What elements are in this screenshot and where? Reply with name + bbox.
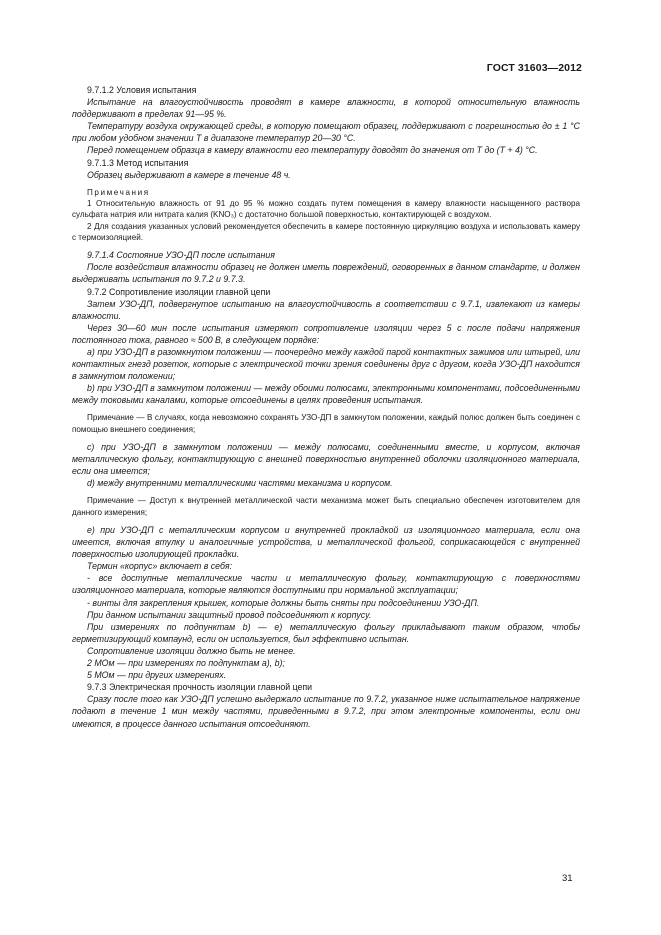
paragraph: Сопротивление изоляции должно быть не менее. <box>87 645 296 656</box>
paragraph: 2 Для создания указанных условий рекомендуется обеспечить в камере постоянную циркуляцию воздуха и использовать камеру с термоизоляцией. <box>72 221 580 242</box>
paragraph: b) при УЗО-ДП в замкнутом положении — между обоими полюсами, электронными компонентами, подсоединенными между токовыми каналами, которые отсоединены в целях проведения испытания. <box>72 383 580 406</box>
paragraph: Сразу после того как УЗО-ДП успешно выдержало испытание по 9.7.2, указанное ниже испытательное напряжение подают в течение 1 мин между частями, приведенными в 9.7.2, при этом электронные компоненты, если они имеются, в процессе данного испытания отсоединяют. <box>72 694 580 729</box>
paragraph: 9.7.1.4 Состояние УЗО-ДП после испытания <box>87 250 275 261</box>
paragraph: Примечание — В случаях, когда невозможно сохранять УЗО-ДП в замкнутом положении, каждый полюс должен быть соединен с помощью внешнего соединения; <box>72 413 580 434</box>
paragraph: Примечание — Доступ к внутренней металлической части механизма может быть специально обеспечен изготовителем для данного измерения; <box>72 496 580 517</box>
paragraph: При измерениях по подпунктам b) — е) металлическую фольгу прикладывают таким образом, чтобы герметизирующий компаунд, если он используется, был эффективно испытан. <box>72 621 580 644</box>
paragraph: а) при УЗО-ДП в разомкнутом положении — поочередно между каждой парой контактных зажимов или штырей, или контактных гнезд розеток, которые с электрической точки зрения соединены друг с другом, когда УЗО-ДП находится в замкнутом положении; <box>72 346 580 382</box>
paragraph: Испытание на влагоустойчивость проводят в камере влажности, в которой относительную влажность поддерживают в пределах 91—95 %. <box>72 97 580 120</box>
paragraph: Образец выдерживают в камере в течение 48 ч. <box>87 169 291 180</box>
paragraph: Через 30—60 мин после испытания измеряют сопротивление изоляции через 5 с после подачи напряжения постоянного тока, равного ≈ 500 В, в следующем порядке: <box>72 322 580 345</box>
paragraph: - все доступные металлические части и металлическую фольгу, контактирующую с поверхностями изоляционного материала, которые являются доступными при нормальной эксплуатации; <box>72 573 580 596</box>
paragraph: е) при УЗО-ДП с металлическим корпусом и внутренней прокладкой из изоляционного материала, если она имеется, включая втулку и аналогичные устройства, и металлической фольгой, соприкасающейся с внутренней поверхностью изолирующей прокладки. <box>72 525 580 560</box>
paragraph: 9.7.3 Электрическая прочность изоляции главной цепи <box>87 682 313 693</box>
paragraph: 9.7.1.2 Условия испытания <box>87 85 197 95</box>
page-number: 31 <box>562 873 573 884</box>
paragraph: с) при УЗО-ДП в замкнутом положении — между полюсами, соединенными вместе, и корпусом, включая металлическую фольгу, контактирующую с внешней поверхностью внутренней оболочки изоляционного материала, если она имеется; <box>72 442 580 477</box>
paragraph: - винты для закрепления крышек, которые должны быть сняты при подсоединении УЗО-ДП. <box>87 597 480 608</box>
paragraph: d) между внутренними металлическими частями механизма и корпусом. <box>87 478 393 489</box>
paragraph: Затем УЗО-ДП, подвергнутое испытанию на влагоустойчивость в соответствии с 9.7.1, извлекают из камеры влажности. <box>72 298 580 321</box>
paragraph: 9.7.1.3 Метод испытания <box>87 157 189 168</box>
paragraph: Температуру воздуха окружающей среды, в которую помещают образец, поддерживают с погрешностью до ± 1 °С при любом удобном значении Т в диапазоне температур 20—30 °С. <box>72 121 580 144</box>
paragraph: 5 МОм — при других измерениях. <box>87 670 227 681</box>
paragraph: При данном испытании защитный провод подсоединяют к корпусу. <box>87 609 372 620</box>
page-body <box>72 84 580 730</box>
paragraph: Перед помещением образца в камеру влажности его температуру доводят до значения от Т до (Т + 4) °С. <box>87 145 538 156</box>
paragraph: 1 Относительную влажность от 91 до 95 % можно создать путем помещения в камеру влажности насыщенного раствора сульфата натрия или нитрата калия (KNO₃) с достаточно большой поверхностью, контактирующей с воздухом. <box>72 199 580 220</box>
paragraph: 9.7.2 Сопротивление изоляции главной цепи <box>87 286 271 297</box>
standard-id-header: ГОСТ 31603—2012 <box>486 62 582 74</box>
paragraph: Термин «корпус» включает в себя: <box>87 561 233 572</box>
paragraph: После воздействия влажности образец не должен иметь повреждений, оговоренных в данном стандарте, и должен выдерживать испытания по 9.7.2 и 9.7.3. <box>72 262 580 285</box>
paragraph: 2 МОм — при измерениях по подпунктам а), b); <box>87 658 285 669</box>
paragraph: Примечания <box>87 187 150 197</box>
